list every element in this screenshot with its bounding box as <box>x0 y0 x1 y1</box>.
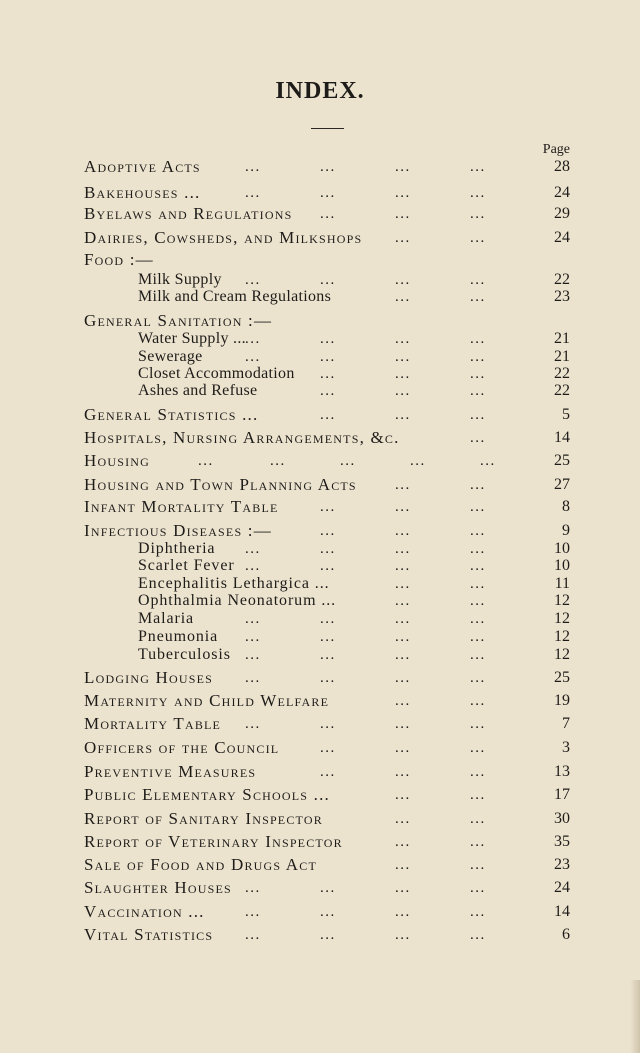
dot-leader: ... <box>245 880 261 896</box>
index-entry <box>0 714 640 734</box>
entry-page-number: 10 <box>554 557 570 574</box>
entry-label: Bakehouses ... <box>84 183 201 202</box>
dot-leader: ... <box>395 383 411 399</box>
dot-leader: ... <box>245 159 261 175</box>
dot-leader: ... <box>395 811 411 827</box>
index-entry <box>0 157 640 177</box>
dot-leader: ... <box>245 349 261 365</box>
entry-page-number: 25 <box>554 669 570 686</box>
index-entry <box>0 287 640 307</box>
entry-label: Water Supply ... <box>138 330 246 347</box>
entry-page-number: 30 <box>554 810 570 827</box>
dot-leader: ... <box>470 593 486 609</box>
entry-page-number: 23 <box>554 856 570 873</box>
entry-page-number: 14 <box>554 429 570 446</box>
entry-label: Sale of Food and Drugs Act <box>84 855 317 874</box>
dot-leader: ... <box>245 185 261 201</box>
index-entry <box>0 902 640 922</box>
dot-leader: ... <box>470 670 486 686</box>
entry-label: Milk and Cream Regulations <box>138 288 332 305</box>
dot-leader: ... <box>395 857 411 873</box>
dot-leader: ... <box>395 647 411 663</box>
entry-page-number: 12 <box>554 592 570 609</box>
index-entry <box>0 878 640 898</box>
entry-label: Diphtheria <box>138 540 216 557</box>
page-title: INDEX. <box>275 78 365 104</box>
dot-leader: ... <box>320 764 336 780</box>
dot-leader: ... <box>320 670 336 686</box>
index-entry <box>0 609 640 629</box>
dot-leader: ... <box>470 647 486 663</box>
dot-leader: ... <box>395 558 411 574</box>
dot-leader: ... <box>395 787 411 803</box>
dot-leader: ... <box>395 927 411 943</box>
dot-leader: ... <box>320 366 336 382</box>
dot-leader: ... <box>245 541 261 557</box>
entry-label: Infectious Diseases :— <box>84 521 272 540</box>
dot-leader: ... <box>395 477 411 493</box>
dot-leader: ... <box>395 693 411 709</box>
dot-leader: ... <box>470 230 486 246</box>
dot-leader: ... <box>395 272 411 288</box>
dot-leader: ... <box>320 927 336 943</box>
dot-leader: ... <box>470 927 486 943</box>
dot-leader: ... <box>245 331 261 347</box>
entry-label: Housing and Town Planning Acts <box>84 475 357 494</box>
index-entry <box>0 428 640 448</box>
dot-leader: ... <box>470 904 486 920</box>
dot-leader: ... <box>470 185 486 201</box>
entry-page-number: 12 <box>554 610 570 627</box>
dot-leader: ... <box>320 629 336 645</box>
dot-leader: ... <box>320 880 336 896</box>
dot-leader: ... <box>470 366 486 382</box>
entry-page-number: 13 <box>554 763 570 780</box>
entry-label: Maternity and Child Welfare <box>84 691 330 710</box>
entry-page-number: 22 <box>554 271 570 288</box>
index-entry <box>0 405 640 425</box>
dot-leader: ... <box>320 523 336 539</box>
dot-leader: ... <box>245 670 261 686</box>
entry-label: Report of Sanitary Inspector <box>84 809 323 828</box>
entry-page-number: 24 <box>554 879 570 896</box>
dot-leader: ... <box>320 499 336 515</box>
index-entry <box>0 855 640 875</box>
dot-leader: ... <box>320 647 336 663</box>
dot-leader: ... <box>245 272 261 288</box>
index-entry <box>0 521 640 541</box>
dot-leader: ... <box>320 558 336 574</box>
dot-leader: ... <box>320 716 336 732</box>
entry-label: Dairies, Cowsheds, and Milkshops <box>84 228 363 247</box>
dot-leader: ... <box>470 740 486 756</box>
dot-leader: ... <box>245 611 261 627</box>
dot-leader: ... <box>395 349 411 365</box>
dot-leader: ... <box>470 499 486 515</box>
dot-leader: ... <box>320 541 336 557</box>
index-entry <box>0 645 640 665</box>
entry-label: Ophthalmia Neonatorum ... <box>138 592 337 609</box>
dot-leader: ... <box>320 740 336 756</box>
entry-label: Scarlet Fever <box>138 557 235 574</box>
dot-leader: ... <box>470 289 486 305</box>
index-entry <box>0 204 640 224</box>
dot-leader: ... <box>395 670 411 686</box>
paper-edge-stain <box>630 980 640 1053</box>
dot-leader: ... <box>320 206 336 222</box>
dot-leader: ... <box>395 523 411 539</box>
entry-page-number: 27 <box>554 476 570 493</box>
entry-page-number: 23 <box>554 288 570 305</box>
index-entry <box>0 785 640 805</box>
dot-leader: ... <box>395 611 411 627</box>
entry-label: General Sanitation :— <box>84 311 273 330</box>
dot-leader: ... <box>410 453 426 469</box>
dot-leader: ... <box>395 764 411 780</box>
entry-page-number: 12 <box>554 646 570 663</box>
entry-label: Pneumonia <box>138 628 219 645</box>
entry-label: Ashes and Refuse <box>138 382 258 399</box>
dot-leader: ... <box>395 185 411 201</box>
dot-leader: ... <box>470 541 486 557</box>
dot-leader: ... <box>320 349 336 365</box>
index-entry <box>0 329 640 349</box>
dot-leader: ... <box>470 477 486 493</box>
dot-leader: ... <box>395 716 411 732</box>
entry-page-number: 35 <box>554 833 570 850</box>
dot-leader: ... <box>395 541 411 557</box>
dot-leader: ... <box>470 787 486 803</box>
dot-leader: ... <box>470 693 486 709</box>
dot-leader: ... <box>395 230 411 246</box>
entry-label: Closet Accommodation <box>138 365 295 382</box>
index-entry <box>0 183 640 203</box>
entry-page-number: 12 <box>554 628 570 645</box>
entry-label: Byelaws and Regulations <box>84 204 293 223</box>
index-entry <box>0 250 640 270</box>
dot-leader: ... <box>395 407 411 423</box>
entry-label: Slaughter Houses <box>84 878 232 897</box>
dot-leader: ... <box>245 904 261 920</box>
dot-leader: ... <box>470 159 486 175</box>
entry-page-number: 21 <box>554 348 570 365</box>
entry-page-number: 24 <box>554 184 570 201</box>
dot-leader: ... <box>245 629 261 645</box>
entry-label: Tuberculosis <box>138 646 231 663</box>
dot-leader: ... <box>470 716 486 732</box>
dot-leader: ... <box>320 331 336 347</box>
dot-leader: ... <box>395 366 411 382</box>
dot-leader: ... <box>480 453 496 469</box>
entry-label: Food :— <box>84 250 154 269</box>
entry-label: Malaria <box>138 610 195 627</box>
dot-leader: ... <box>395 593 411 609</box>
dot-leader: ... <box>270 453 286 469</box>
entry-label: Housing <box>84 451 151 470</box>
index-entry <box>0 497 640 517</box>
entry-page-number: 29 <box>554 205 570 222</box>
entry-label: Infant Mortality Table <box>84 497 279 516</box>
entry-label: General Statistics ... <box>84 405 259 424</box>
dot-leader: ... <box>395 740 411 756</box>
entry-page-number: 8 <box>562 498 570 515</box>
page-column-header: Page <box>542 142 570 157</box>
entry-label: Sewerage <box>138 348 203 365</box>
dot-leader: ... <box>395 289 411 305</box>
entry-page-number: 24 <box>554 229 570 246</box>
dot-leader: ... <box>470 383 486 399</box>
entry-label: Officers of the Council <box>84 738 280 757</box>
dot-leader: ... <box>395 159 411 175</box>
entry-page-number: 3 <box>562 739 570 756</box>
index-entry <box>0 809 640 829</box>
dot-leader: ... <box>395 576 411 592</box>
dot-leader: ... <box>470 523 486 539</box>
dot-leader: ... <box>395 629 411 645</box>
index-entry <box>0 627 640 647</box>
entry-page-number: 11 <box>554 575 570 592</box>
dot-leader: ... <box>470 272 486 288</box>
entry-page-number: 6 <box>562 926 570 943</box>
dot-leader: ... <box>470 576 486 592</box>
dot-leader: ... <box>245 716 261 732</box>
entry-page-number: 10 <box>554 540 570 557</box>
dot-leader: ... <box>395 331 411 347</box>
dot-leader: ... <box>470 206 486 222</box>
dot-leader: ... <box>470 407 486 423</box>
dot-leader: ... <box>245 558 261 574</box>
dot-leader: ... <box>470 629 486 645</box>
dot-leader: ... <box>340 453 356 469</box>
index-entry <box>0 311 640 331</box>
entry-label: Vital Statistics <box>84 925 214 944</box>
entry-label: Public Elementary Schools ... <box>84 785 330 804</box>
index-entry <box>0 475 640 495</box>
entry-label: Vaccination ... <box>84 902 205 921</box>
dot-leader: ... <box>395 499 411 515</box>
dot-leader: ... <box>470 857 486 873</box>
index-entry <box>0 762 640 782</box>
entry-label: Milk Supply <box>138 271 222 288</box>
dot-leader: ... <box>470 558 486 574</box>
entry-page-number: 22 <box>554 365 570 382</box>
entry-label: Report of Veterinary Inspector <box>84 832 343 851</box>
dot-leader: ... <box>320 904 336 920</box>
entry-page-number: 21 <box>554 330 570 347</box>
entry-label: Adoptive Acts <box>84 157 201 176</box>
dot-leader: ... <box>245 927 261 943</box>
entry-label: Encephalitis Lethargica ... <box>138 575 330 592</box>
index-entry <box>0 691 640 711</box>
dot-leader: ... <box>320 272 336 288</box>
dot-leader: ... <box>320 383 336 399</box>
index-entry <box>0 925 640 945</box>
dot-leader: ... <box>470 834 486 850</box>
entry-page-number: 25 <box>554 452 570 469</box>
entry-page-number: 9 <box>562 522 570 539</box>
dot-leader: ... <box>470 811 486 827</box>
dot-leader: ... <box>395 880 411 896</box>
dot-leader: ... <box>395 904 411 920</box>
dot-leader: ... <box>320 185 336 201</box>
entry-label: Lodging Houses <box>84 668 214 687</box>
index-entry <box>0 556 640 576</box>
dot-leader: ... <box>198 453 214 469</box>
dot-leader: ... <box>470 331 486 347</box>
dot-leader: ... <box>470 611 486 627</box>
index-entry <box>0 381 640 401</box>
entry-label: Hospitals, Nursing Arrangements, &c. <box>84 428 400 447</box>
dot-leader: ... <box>470 880 486 896</box>
index-entry <box>0 591 640 611</box>
index-entry <box>0 668 640 688</box>
dot-leader: ... <box>320 407 336 423</box>
dot-leader: ... <box>395 834 411 850</box>
entry-page-number: 5 <box>562 406 570 423</box>
entry-page-number: 28 <box>554 158 570 175</box>
index-entry <box>0 832 640 852</box>
dot-leader: ... <box>395 206 411 222</box>
dot-leader: ... <box>320 159 336 175</box>
entry-page-number: 22 <box>554 382 570 399</box>
entry-label: Preventive Measures <box>84 762 257 781</box>
dot-leader: ... <box>470 764 486 780</box>
entry-page-number: 7 <box>562 715 570 732</box>
dot-leader: ... <box>320 611 336 627</box>
dot-leader: ... <box>470 349 486 365</box>
dot-leader: ... <box>245 647 261 663</box>
index-entry <box>0 228 640 248</box>
entry-page-number: 19 <box>554 692 570 709</box>
entry-label: Mortality Table <box>84 714 222 733</box>
entry-page-number: 17 <box>554 786 570 803</box>
index-entry <box>0 738 640 758</box>
index-entry <box>0 451 640 471</box>
dot-leader: ... <box>470 430 486 446</box>
entry-page-number: 14 <box>554 903 570 920</box>
